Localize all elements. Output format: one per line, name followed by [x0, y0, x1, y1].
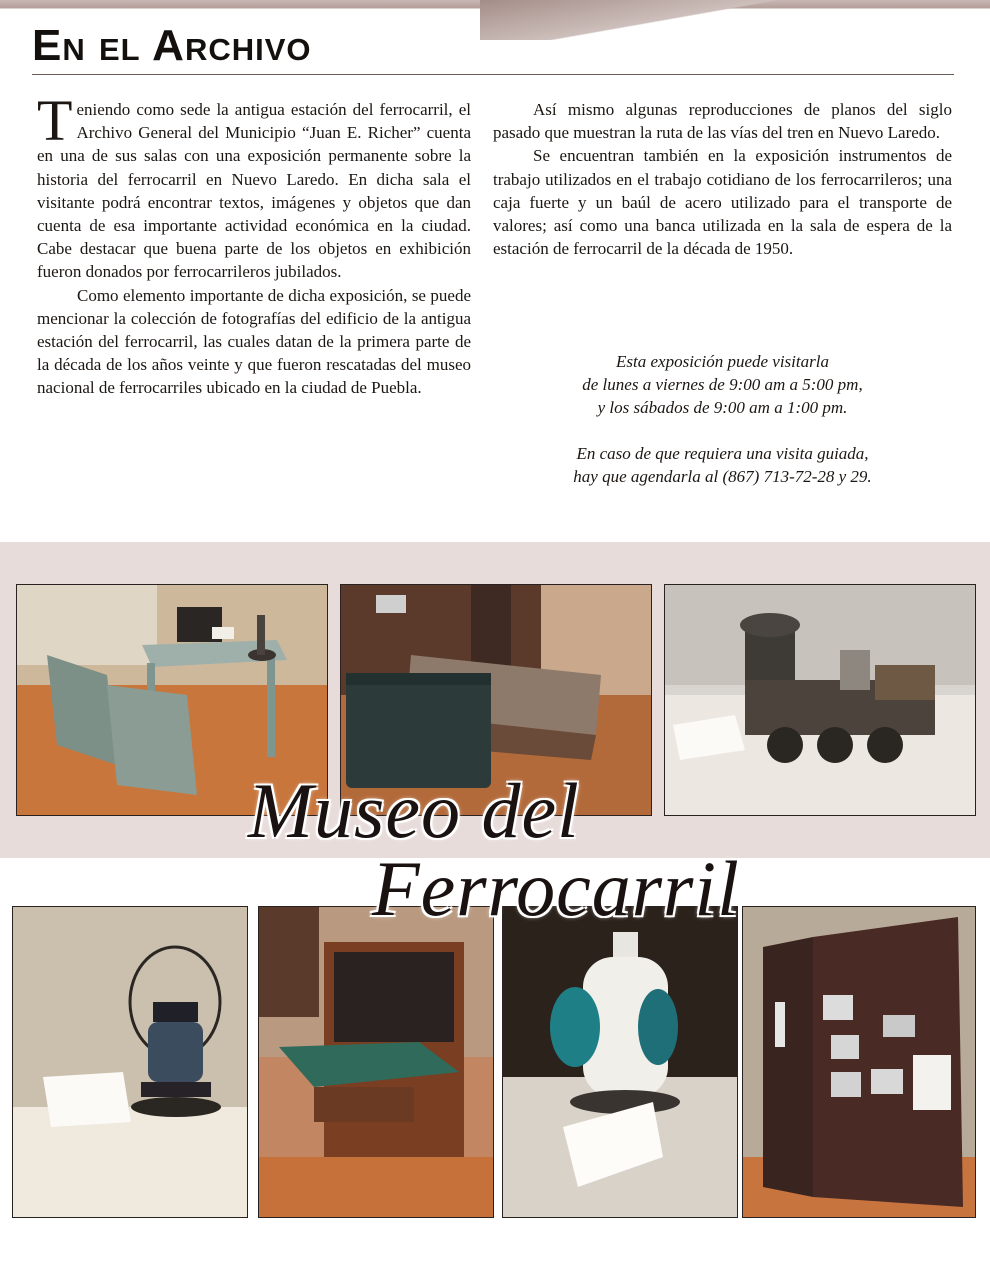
photo-exhibit-panels — [742, 906, 976, 1218]
article-paragraph-2: Como elemento importante de dicha exposición, se puede mencionar la colección de fotografías del edificio de la antigua estación del ferrocarril, las cuales datan de la primera parte de la década de los años veinte y que fueron rescatadas del museo nacional de ferrocarriles ubicado en la ciudad de Puebla. — [37, 285, 471, 398]
visit-line-2: de lunes a viernes de 9:00 am a 5:00 pm, — [582, 375, 863, 395]
visit-line-4: En caso de que requiera una visita guiada, — [576, 443, 869, 463]
paragraph-1-text: eniendo como sede la antigua estación del ferrocarril, el Archivo General del Municipio “Juan E. Richer” cuenta en una de sus salas con una exposición permanente sobre la historia del ferrocarril en Nuevo Laredo. En dicha sala el visitante podrá encontrar textos, imágenes y objetos que dan cuenta de esa importante actividad económica en la ciudad. Cabe destacar que buena parte de los objetos en exhibición fueron donados por ferrocarrileros jubilados. — [37, 100, 471, 282]
gallery-title-line-2: Ferrocarril — [372, 845, 740, 932]
photo-switchboard — [258, 906, 494, 1218]
title-rule — [32, 74, 954, 75]
visit-line-1: Esta exposición puede visitarla — [616, 352, 829, 371]
photo-signal-lamp — [502, 906, 738, 1218]
photo-signal-lamp-image — [503, 907, 737, 1217]
photo-locomotive-model-image — [665, 585, 975, 815]
section-title: En el Archivo — [32, 21, 312, 70]
visit-info — [493, 350, 952, 488]
article-paragraph-3: Así mismo algunas reproducciones de planos del siglo pasado que muestran la ruta de las vías del tren en Nuevo Laredo. — [493, 100, 952, 143]
visit-line-5: hay que agendarla al (867) 713-72-28 y 29. — [573, 466, 872, 486]
drop-cap: T — [37, 88, 73, 153]
article-right-column — [493, 98, 952, 260]
visit-gap — [493, 420, 952, 442]
article-paragraph-1 — [37, 88, 471, 284]
visit-line-3: y los sábados de 9:00 am a 1:00 pm. — [597, 398, 848, 418]
article-paragraph-4: Se encuentran también en la exposición instrumentos de trabajo utilizados en el trabajo cotidiano de los ferrocarrileros; una caja fuerte y un baúl de acero utilizado para el transporte de valores; así como una banca utilizada en la sala de espera de la estación de ferrocarril de la década de 1950. — [493, 146, 952, 259]
photo-switchboard-image — [259, 907, 493, 1217]
top-decorative-stripe — [480, 0, 990, 40]
photo-railroad-lantern-image — [13, 907, 247, 1217]
photo-exhibit-panels-image — [743, 907, 975, 1217]
article-left-column — [37, 88, 471, 400]
gallery-title-line-1: Museo del — [248, 767, 580, 854]
photo-railroad-lantern — [12, 906, 248, 1218]
photo-locomotive-model — [664, 584, 976, 816]
